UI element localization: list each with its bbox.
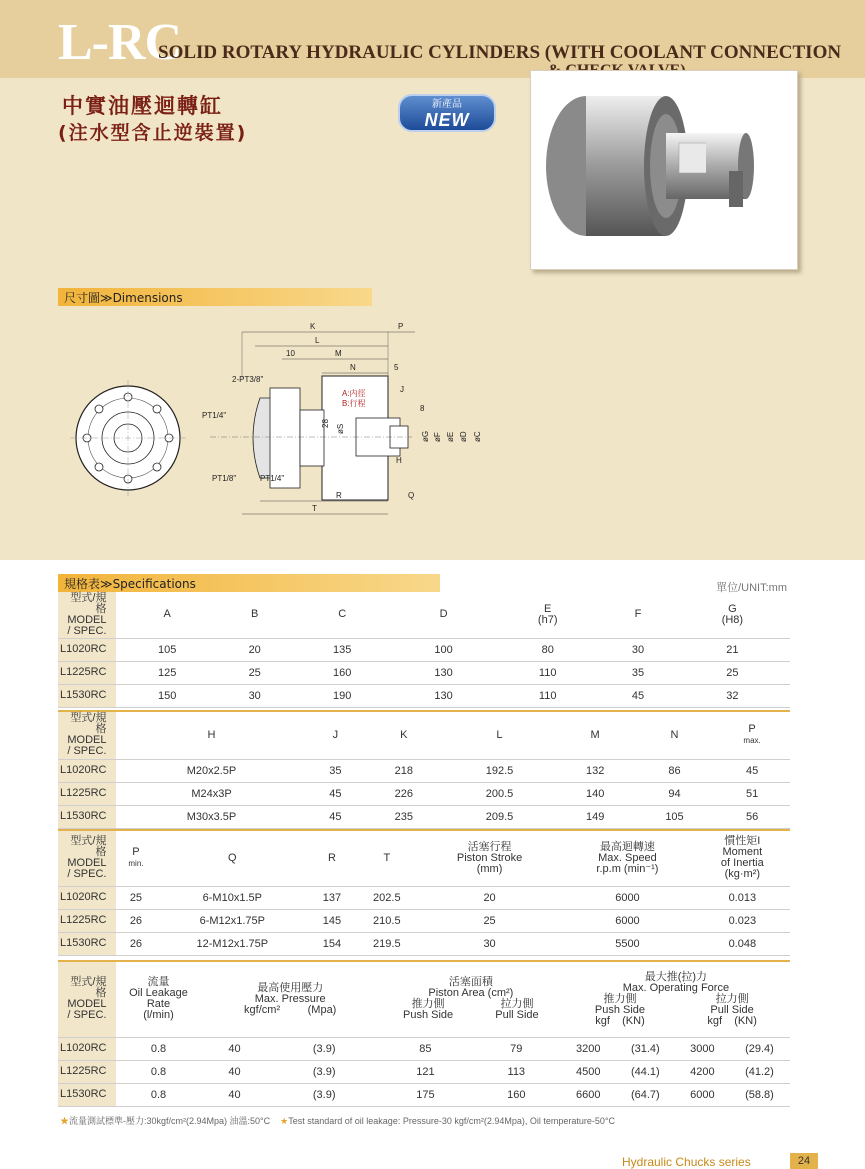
- port-pt14-bottom: PT1/4": [260, 474, 285, 483]
- header-piston-area: 活塞面積 Piston Area (cm²) 推力側 Push Side 拉力側 Pull Side: [380, 961, 562, 1037]
- new-badge: [398, 94, 496, 132]
- header-piston-stroke: 活塞行程 Piston Stroke (mm): [419, 830, 560, 886]
- model-header: 型式/規格 MODEL / SPEC.: [58, 961, 116, 1037]
- dim-phiS: øS: [336, 423, 345, 434]
- header-moment-inertia: 慣性矩I Moment of Inertia (kg·m²): [695, 830, 790, 886]
- dim-K: K: [310, 322, 316, 331]
- footer-series: Hydraulic Chucks series: [622, 1155, 751, 1169]
- dimensions-label: 尺寸圖≫Dimensions: [64, 291, 183, 305]
- dim-J: J: [400, 385, 404, 394]
- badge-small-text: 新產品: [432, 99, 462, 110]
- table-row: L1020RC M20x2.5P 35 218 192.5 132 86 45: [58, 759, 790, 782]
- dim-8: 8: [420, 404, 425, 413]
- model-header: 型式/規格 MODEL / SPEC.: [58, 711, 116, 759]
- table-row: L1225RC M24x3P 45 226 200.5 140 94 51: [58, 782, 790, 805]
- page-number: 24: [790, 1153, 818, 1169]
- header-R: R: [309, 830, 355, 886]
- header-C: C: [292, 592, 393, 638]
- dim-M: M: [335, 349, 342, 358]
- header-H: H: [116, 711, 306, 759]
- dim-10: 10: [286, 349, 295, 358]
- note-cn: 流量測試標準-壓力:30kgf/cm²(2.94Mpa) 油溫:50°C: [69, 1116, 271, 1126]
- dim-phiG: øG: [421, 430, 430, 442]
- chinese-title: 中實油壓迴轉缸: [62, 94, 223, 118]
- table-row: L1530RC M30x3.5P 45 235 209.5 149 105 56: [58, 805, 790, 828]
- dim-L: L: [315, 336, 320, 345]
- technical-drawing: [60, 318, 500, 518]
- header-Q: Q: [155, 830, 309, 886]
- spec-table-4: [58, 960, 790, 1107]
- dim-phiF: øF: [433, 432, 442, 442]
- dim-N: N: [350, 363, 356, 372]
- table-row: L1225RC 0.8 40 (3.9) 121 113 4500 (44.1) 4200 (41.2): [58, 1060, 790, 1083]
- model-header: 型式/規格 MODEL / SPEC.: [58, 592, 116, 638]
- label-a-inner: A:内徑: [342, 389, 366, 398]
- header-P-min: P min.: [116, 830, 155, 886]
- dim-T: T: [312, 504, 317, 513]
- dim-H: H: [396, 456, 402, 465]
- header-G: G (H8): [675, 592, 790, 638]
- header-A: A: [116, 592, 217, 638]
- product-title: SOLID ROTARY HYDRAULIC CYLINDERS (WITH COOLANT CONNECTION: [158, 42, 842, 63]
- table-row: L1530RC 150 30 190 130 110 45 32: [58, 684, 790, 707]
- header-K: K: [364, 711, 443, 759]
- header-oil-leakage: 流量 Oil Leakage Rate (l/min): [116, 961, 200, 1037]
- dim-phiE: øE: [446, 431, 455, 442]
- spec-table-2: [58, 710, 790, 829]
- spec-table-3: [58, 829, 790, 956]
- product-code: L-RC: [58, 14, 182, 71]
- table-row: L1225RC 26 6-M12x1.75P 145 210.5 25 6000 0.023: [58, 909, 790, 932]
- dim-28: 28: [321, 419, 330, 428]
- table-row: L1530RC 26 12-M12x1.75P 154 219.5 30 5500 0.048: [58, 932, 790, 955]
- port-pt38: 2-PT3/8": [232, 375, 264, 384]
- table-row: L1020RC 25 6-M10x1.5P 137 202.5 20 6000 0.013: [58, 886, 790, 909]
- label-b-stroke: B:行程: [342, 399, 366, 408]
- header-M: M: [555, 711, 634, 759]
- header-D: D: [393, 592, 494, 638]
- header-max-force: 最大推(拉)力 Max. Operating Force 推力側 Push Side kgf (KN) 拉力側 Pull Side kgf (KN): [562, 961, 790, 1037]
- table-row: L1020RC 105 20 135 100 80 30 21: [58, 638, 790, 661]
- header-T: T: [355, 830, 419, 886]
- dim-P: P: [398, 322, 404, 331]
- dim-R: R: [336, 491, 342, 500]
- star-icon: ★: [280, 1116, 289, 1126]
- specifications-label: 規格表≫Specifications: [64, 577, 196, 591]
- header-F: F: [601, 592, 675, 638]
- table-row: L1225RC 125 25 160 130 110 35 25: [58, 661, 790, 684]
- port-pt14-top: PT1/4": [202, 411, 227, 420]
- header-J: J: [307, 711, 365, 759]
- port-pt18: PT1/8": [212, 474, 237, 483]
- header-B: B: [218, 592, 292, 638]
- note-en: Test standard of oil leakage: Pressure-30 kgf/cm²(2.94Mpa), Oil temperature-50°C: [288, 1116, 615, 1126]
- product-photo: [530, 70, 798, 270]
- dim-5: 5: [394, 363, 399, 372]
- dimension-drawing: [60, 318, 500, 518]
- badge-big-text: NEW: [424, 110, 470, 130]
- header-P-max: P max.: [714, 711, 790, 759]
- table-row: L1020RC 0.8 40 (3.9) 85 79 3200 (31.4) 3000 (29.4): [58, 1037, 790, 1060]
- unit-label: 單位/UNIT:mm: [716, 582, 787, 594]
- header-N: N: [635, 711, 714, 759]
- header-max-speed: 最高迴轉速 Max. Speed r.p.m (min⁻¹): [560, 830, 694, 886]
- model-header: 型式/規格 MODEL / SPEC.: [58, 830, 116, 886]
- chinese-subtitle: (注水型含止逆裝置): [58, 122, 248, 144]
- header-L: L: [444, 711, 556, 759]
- header-max-pressure: 最高使用壓力 Max. Pressure kgf/cm² (Mpa): [200, 961, 379, 1037]
- cylinder-image: [531, 71, 799, 271]
- test-note: [60, 1114, 615, 1127]
- star-icon: ★: [60, 1116, 70, 1126]
- dim-phiD: øD: [459, 431, 468, 442]
- header-E: E (h7): [494, 592, 601, 638]
- dim-Q: Q: [408, 491, 415, 500]
- table-row: L1530RC 0.8 40 (3.9) 175 160 6600 (64.7) 6000 (58.8): [58, 1083, 790, 1106]
- spec-table-1: [58, 592, 790, 708]
- dim-phiC: øC: [473, 431, 482, 442]
